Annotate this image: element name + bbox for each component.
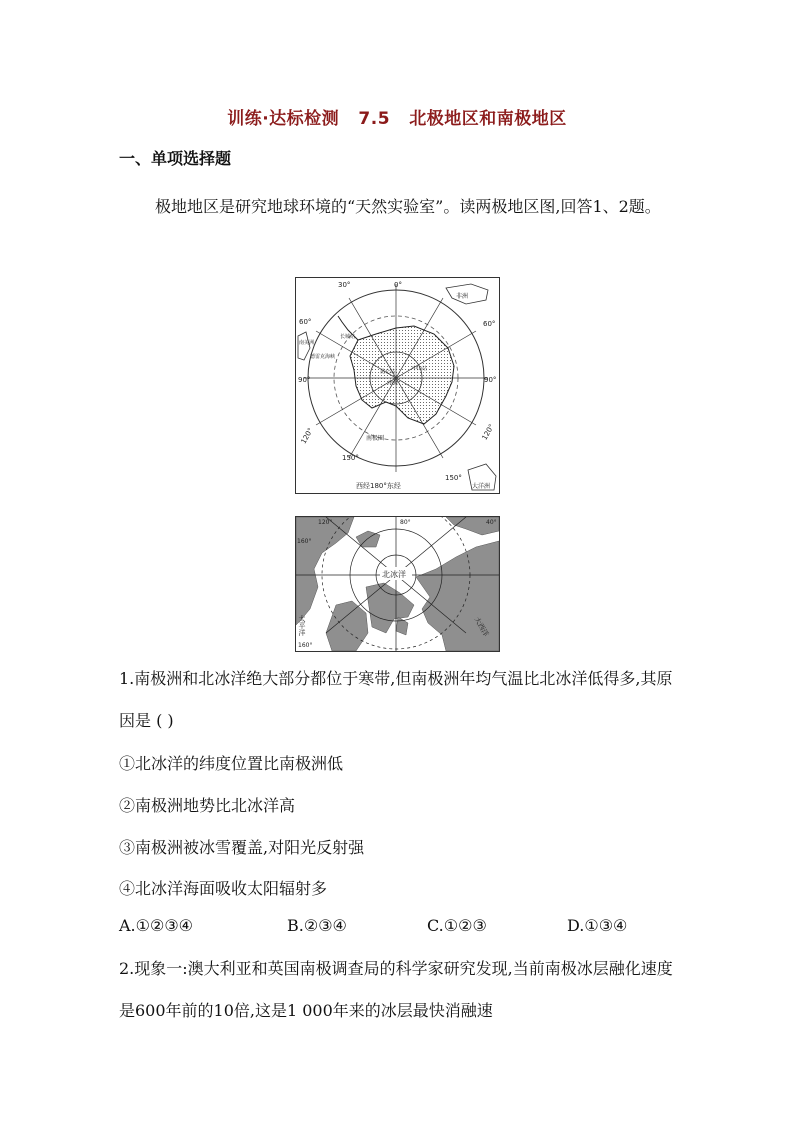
antarctic-map xyxy=(295,277,500,494)
lon-label: 160° xyxy=(297,538,312,545)
q1-option-b[interactable]: B.②③④ xyxy=(287,916,347,935)
q1-statement: ②南极洲地势比北冰洋高 xyxy=(119,796,296,815)
lon-label: 60° xyxy=(299,318,312,326)
q1-statement: ①北冰洋的纬度位置比南极洲低 xyxy=(119,754,344,773)
q1-option-d[interactable]: D.①③④ xyxy=(567,916,628,935)
place-label-kunlun: 昆仑站 xyxy=(380,369,396,375)
lon-label: 90° xyxy=(484,376,497,384)
lon-label: 60° xyxy=(483,320,496,328)
place-label-great-wall: 长城站 xyxy=(340,334,356,340)
lon-label: 90° xyxy=(298,376,311,384)
lon-label: 0° xyxy=(394,281,402,289)
intro-paragraph: 极地地区是研究地球环境的“天然实验室”。读两极地区图,回答1、2题。 xyxy=(155,197,661,216)
lon-label: 120° xyxy=(480,422,496,442)
question-1-stem: 1.南极洲和北冰洋绝大部分都位于寒带,但南极洲年均气温比北冰洋低得多,其原因是 ( ) xyxy=(119,669,673,730)
lon-label: 30° xyxy=(338,281,351,289)
q1-statement: ③南极洲被冰雪覆盖,对阳光反射强 xyxy=(119,838,365,857)
place-label-drake: 德雷克海峡 xyxy=(310,354,336,360)
place-label-zhongshan: 中山站 xyxy=(412,366,428,372)
place-label-pole: 南极 xyxy=(388,380,399,386)
place-label-south-circle: 南极圈 xyxy=(366,435,385,442)
place-label-arctic-ocean: 北冰洋 xyxy=(382,570,406,579)
place-label-atlantic: 大西洋 xyxy=(472,615,490,638)
south-america-outline xyxy=(298,332,310,360)
lon-label: 150° xyxy=(342,454,359,462)
page-title: 训练·达标检测 7.5 北极地区和南极地区 xyxy=(227,109,567,129)
lon-label: 160° xyxy=(298,642,313,649)
q1-option-a[interactable]: A.①②③④ xyxy=(119,916,194,935)
section-heading: 一、单项选择题 xyxy=(119,149,232,168)
lon-label: 80° xyxy=(400,519,411,526)
antarctic-map-svg xyxy=(296,278,499,493)
question-2-stem: 2.现象一:澳大利亚和英国南极调查局的科学家研究发现,当前南极冰层融化速度是600年前的10倍,这是1 000年来的冰层最快消融速 xyxy=(119,959,673,1020)
place-label-south-america: 南美洲 xyxy=(299,340,315,346)
place-label-oceania: 大洋洲 xyxy=(472,483,491,490)
place-label-pacific: 太平洋 xyxy=(298,615,306,636)
place-label-africa: 非洲 xyxy=(456,293,469,300)
arctic-map xyxy=(295,516,500,652)
arctic-map-svg xyxy=(296,517,499,651)
lon-label: 150° xyxy=(445,474,462,482)
lon-label: 40° xyxy=(486,519,497,526)
bottom-lon-label: 西经180°东经 xyxy=(356,482,401,490)
lon-label: 120° xyxy=(299,426,315,446)
q1-option-c[interactable]: C.①②③ xyxy=(427,916,487,935)
q1-statement: ④北冰洋海面吸收太阳辐射多 xyxy=(119,879,328,898)
lon-label: 120° xyxy=(318,519,333,526)
antarctica-shape xyxy=(350,326,454,424)
